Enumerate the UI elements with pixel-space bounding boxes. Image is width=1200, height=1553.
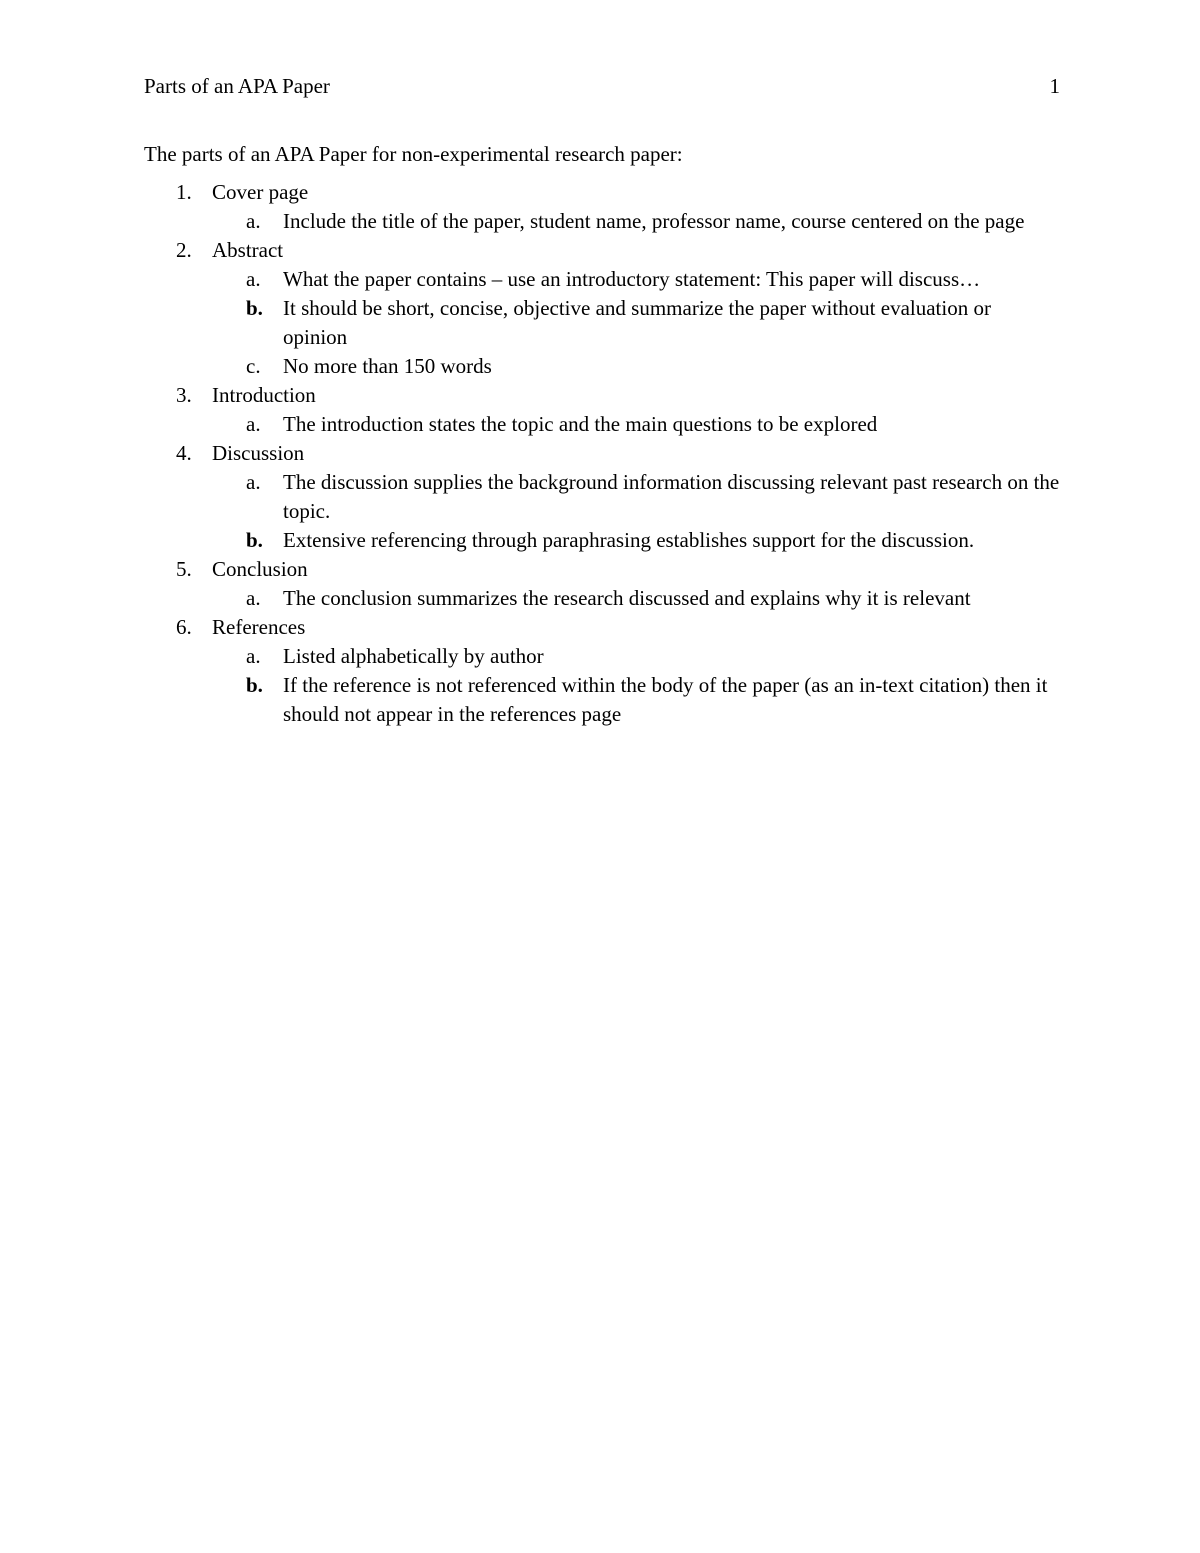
subitem-letter: b.: [246, 673, 263, 697]
subitem-letter: a.: [246, 209, 261, 233]
section-item: [144, 439, 1060, 555]
subitem: [212, 294, 1060, 352]
running-head: [144, 72, 1060, 100]
section-item: [144, 236, 1060, 381]
subitem-text: Include the title of the paper, student name, professor name, course centered on the page: [283, 209, 1025, 233]
subitem-list: [212, 265, 1060, 381]
subitem: [212, 526, 1060, 555]
section-item: [144, 555, 1060, 613]
subitem: [212, 642, 1060, 671]
section-number: 3.: [176, 383, 192, 407]
subitem: [212, 468, 1060, 526]
subitem-list: [212, 410, 1060, 439]
subitem: [212, 207, 1060, 236]
subitem-list: [212, 207, 1060, 236]
subitem-letter: b.: [246, 528, 263, 552]
section-number: 2.: [176, 238, 192, 262]
subitem-list: [212, 468, 1060, 555]
section-title: Abstract: [212, 238, 284, 262]
subitem-text: It should be short, concise, objective and summarize the paper without evaluation or opinion: [283, 296, 991, 349]
subitem-list: [212, 584, 1060, 613]
subitem: [212, 352, 1060, 381]
subitem-letter: a.: [246, 470, 261, 494]
subitem: [212, 410, 1060, 439]
intro-sentence: The parts of an APA Paper for non-experimental research paper:: [144, 142, 683, 166]
section-number: 4.: [176, 441, 192, 465]
section-title: Discussion: [212, 441, 305, 465]
subitem-list: [212, 642, 1060, 729]
section-item: [144, 613, 1060, 729]
subitem-letter: a.: [246, 644, 261, 668]
page-number: 1: [1049, 74, 1060, 98]
section-number: 5.: [176, 557, 192, 581]
subitem-letter: b.: [246, 296, 263, 320]
subitem-letter: a.: [246, 412, 261, 436]
section-item: [144, 178, 1060, 236]
subitem: [212, 265, 1060, 294]
section-title: Conclusion: [212, 557, 308, 581]
subitem-letter: a.: [246, 586, 261, 610]
subitem: [212, 584, 1060, 613]
subitem-text: Listed alphabetically by author: [283, 644, 544, 668]
subitem-letter: c.: [246, 354, 261, 378]
subitem-letter: a.: [246, 267, 261, 291]
subitem-text: No more than 150 words: [283, 354, 492, 378]
subitem-text: The discussion supplies the background information discussing relevant past research on the topic.: [283, 470, 1060, 523]
sections-list: [144, 178, 1060, 729]
section-title: Introduction: [212, 383, 316, 407]
running-head-title: Parts of an APA Paper: [144, 74, 330, 98]
subitem-text: The conclusion summarizes the research discussed and explains why it is relevant: [283, 586, 971, 610]
section-title: References: [212, 615, 306, 639]
section-title: Cover page: [212, 180, 309, 204]
subitem: [212, 671, 1060, 729]
section-number: 1.: [176, 180, 192, 204]
section-item: [144, 381, 1060, 439]
document-body: [144, 140, 1060, 729]
subitem-text: What the paper contains – use an introductory statement: This paper will discuss…: [283, 267, 981, 291]
subitem-text: Extensive referencing through paraphrasing establishes support for the discussion.: [283, 528, 975, 552]
subitem-text: If the reference is not referenced within the body of the paper (as an in-text citation) then it should not appear in the references page: [283, 673, 1048, 726]
section-number: 6.: [176, 615, 192, 639]
subitem-text: The introduction states the topic and the main questions to be explored: [283, 412, 878, 436]
